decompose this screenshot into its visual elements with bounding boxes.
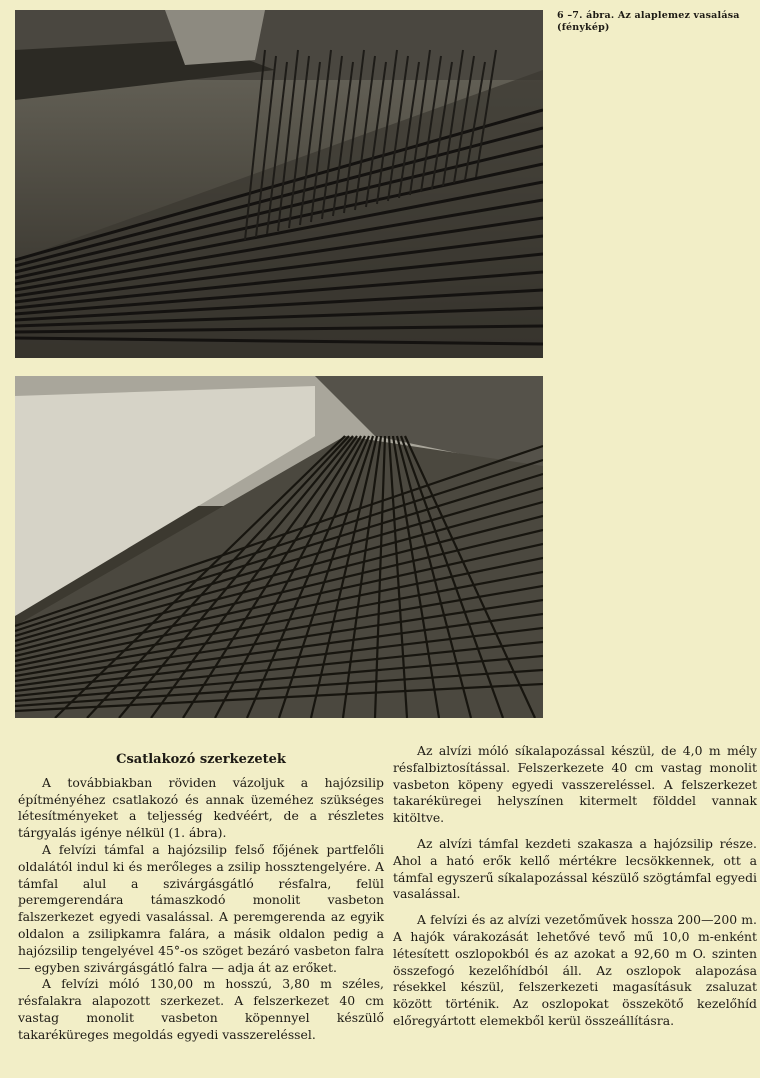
paragraph: A felvízi és az alvízi vezetőművek hossza 200—200 m. A hajók várakozását lehetővé tevő mű 10,0 m-enként létesített oszlopokból és az azokat a 92,60 m O. szinten összefogó kezelőhídból áll. Az oszlopok alapozása résekkel készül, felszerkezeti magasításuk zsaluzat között történik. Az oszlopokat összekötő kezelőhíd előregyártott elemekből kerül összeállításra. [393, 912, 757, 1028]
section-heading: Csatlakozó szerkezetek [116, 752, 286, 767]
rebar-photo-bottom-image [15, 376, 543, 718]
paragraph: A továbbiakban röviden vázoljuk a hajózsilip építményéhez csatlakozó és annak üzeméhez szükséges létesítményeket a teljesség kedvéért, de a részletes tárgyalás igénye nélkül (1. ábra). [18, 774, 384, 841]
text-column-right [393, 743, 757, 1039]
rebar-photo-top-image [15, 10, 543, 358]
figure-caption: 6 –7. ábra. Az alaplemez vasalása (fénykép) [557, 10, 740, 33]
paragraph: A felvízi támfal a hajózsilip felső főjének partfelőli oldalától indul ki és merőleges a zsilip hossztengelyére. A támfal alul a szivárgásgátló résfalra, felül peremgerendára támaszkodó monolit vasbeton falszerkezet egyedi vasalással. A peremgerenda az egyik oldalon a zsilipkamra falára, a másik oldalon pedig a hajózsilip tengelyével 45°-os szöget bezáró vasbeton falra — egyben szivárgásgátló falra — adja át az erőket. [18, 841, 384, 975]
rebar-photo-top [15, 10, 543, 358]
text-column-left [18, 752, 384, 1044]
paragraph: Az alvízi móló síkalapozással készül, de 4,0 m mély résfalbiztosítással. Felszerkezete 40 cm vastag monolit vasbeton köpeny egyedi vasszereléssel. A felszerkezet takaréküregei helyszínen kitermelt földdel vannak kitöltve. [393, 743, 757, 826]
paragraph: A felvízi móló 130,00 m hosszú, 3,80 m széles, résfalakra alapozott szerkezet. A felszerkezet 40 cm vastag monolit vasbeton köpennyel készülő takaréküreges megoldás egyedi vasszereléssel. [18, 976, 384, 1042]
paragraph: Az alvízi támfal kezdeti szakasza a hajózsilip része. Ahol a ható erők kellő mértékre lecsökkennek, ott a támfal egyszerű síkalapozással készülő szögtámfal egyedi vasalással. [393, 835, 757, 902]
rebar-photo-bottom [15, 376, 543, 718]
